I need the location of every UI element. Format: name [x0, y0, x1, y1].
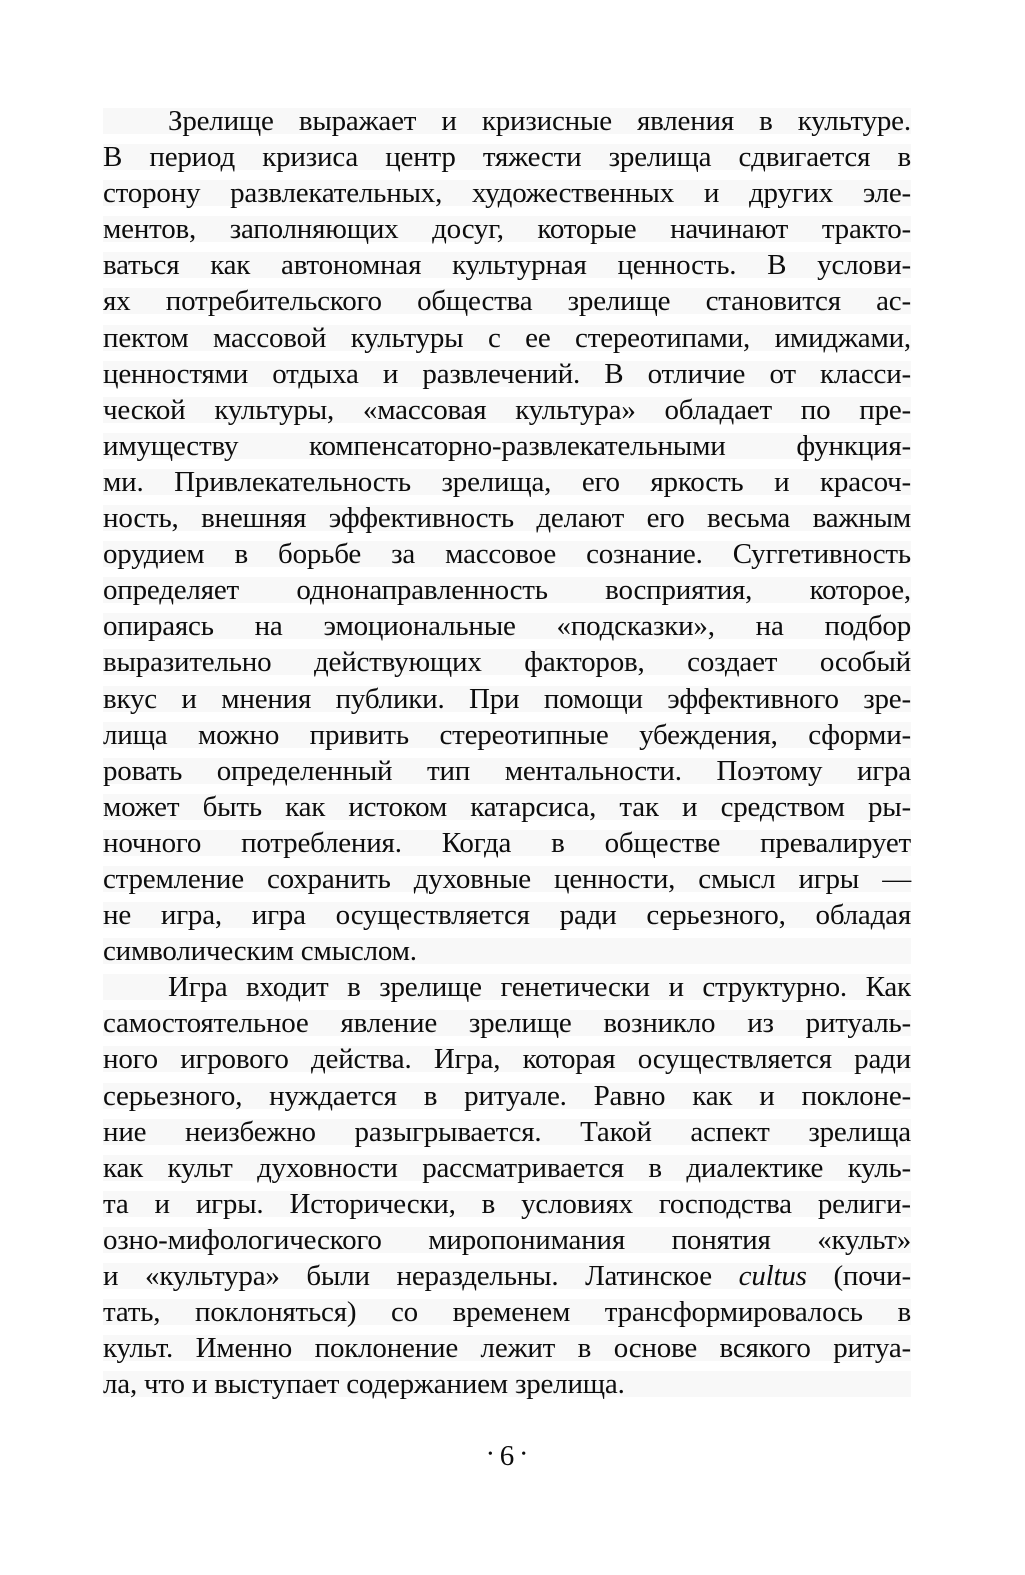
text-line: тать, поклоняться) со временем трансформировалось в [103, 1294, 911, 1330]
text-line: ность, внешняя эффективность делают его весьма важным [103, 500, 911, 536]
text-line: Зрелище выражает и кризисные явления в культуре. [103, 103, 911, 139]
page-number-dot-left: • [487, 1447, 493, 1462]
text-line: ценностями отдыха и развлечений. В отличие от класси- [103, 356, 911, 392]
text-line: культ. Именно поклонение лежит в основе всякого ритуа- [103, 1330, 911, 1366]
text-line: ного игрового действа. Игра, которая осуществляется ради [103, 1041, 911, 1077]
text-line: ческой культуры, «массовая культура» обладает по пре- [103, 392, 911, 428]
text-line: символическим смыслом. [103, 933, 911, 969]
text-line: ровать определенный тип ментальности. Поэтому игра [103, 753, 911, 789]
text-line: пектом массовой культуры с ее стереотипами, имиджами, [103, 320, 911, 356]
text-line: вкус и мнения публики. При помощи эффективного зре- [103, 681, 911, 717]
text-line: имуществу компенсаторно-развлекательными функция- [103, 428, 911, 464]
text-line: и «культура» были нераздельны. Латинское cultus (почи- [103, 1258, 911, 1294]
text-line: стремление сохранить духовные ценности, смысл игры — [103, 861, 911, 897]
text-line: ла, что и выступает содержанием зрелища. [103, 1366, 911, 1402]
text-line: ние неизбежно разыгрывается. Такой аспект зрелища [103, 1114, 911, 1150]
page-number-value: 6 [499, 1440, 515, 1472]
text-line: серьезного, нуждается в ритуале. Равно как и поклоне- [103, 1078, 911, 1114]
text-line: орудием в борьбе за массовое сознание. Суггетивность [103, 536, 911, 572]
page-text-block [103, 103, 911, 1402]
text-line: ночного потребления. Когда в обществе превалирует [103, 825, 911, 861]
text-line: ми. Привлекательность зрелища, его яркость и красоч- [103, 464, 911, 500]
text-line: выразительно действующих факторов, создает особый [103, 644, 911, 680]
text-line: Игра входит в зрелище генетически и структурно. Как [103, 969, 911, 1005]
text-line: не игра, игра осуществляется ради серьезного, обладая [103, 897, 911, 933]
text-line: озно-мифологического миропонимания понятия «культ» [103, 1222, 911, 1258]
text-line: ях потребительского общества зрелище становится ас- [103, 283, 911, 319]
text-line: может быть как истоком катарсиса, так и средством ры- [103, 789, 911, 825]
text-line: определяет однонаправленность восприятия, которое, [103, 572, 911, 608]
page-number-dot-right: • [521, 1447, 527, 1462]
text-line: самостоятельное явление зрелище возникло из ритуаль- [103, 1005, 911, 1041]
text-line: лища можно привить стереотипные убеждения, сформи- [103, 717, 911, 753]
text-line: как культ духовности рассматривается в диалектике куль- [103, 1150, 911, 1186]
text-line: ментов, заполняющих досуг, которые начинают тракто- [103, 211, 911, 247]
text-line: В период кризиса центр тяжести зрелища сдвигается в [103, 139, 911, 175]
text-line: та и игры. Исторически, в условиях господства религи- [103, 1186, 911, 1222]
text-line: сторону развлекательных, художественных и других эле- [103, 175, 911, 211]
page-footer [103, 1440, 911, 1473]
text-line: ваться как автономная культурная ценность. В услови- [103, 247, 911, 283]
text-line: опираясь на эмоциональные «подсказки», на подбор [103, 608, 911, 644]
